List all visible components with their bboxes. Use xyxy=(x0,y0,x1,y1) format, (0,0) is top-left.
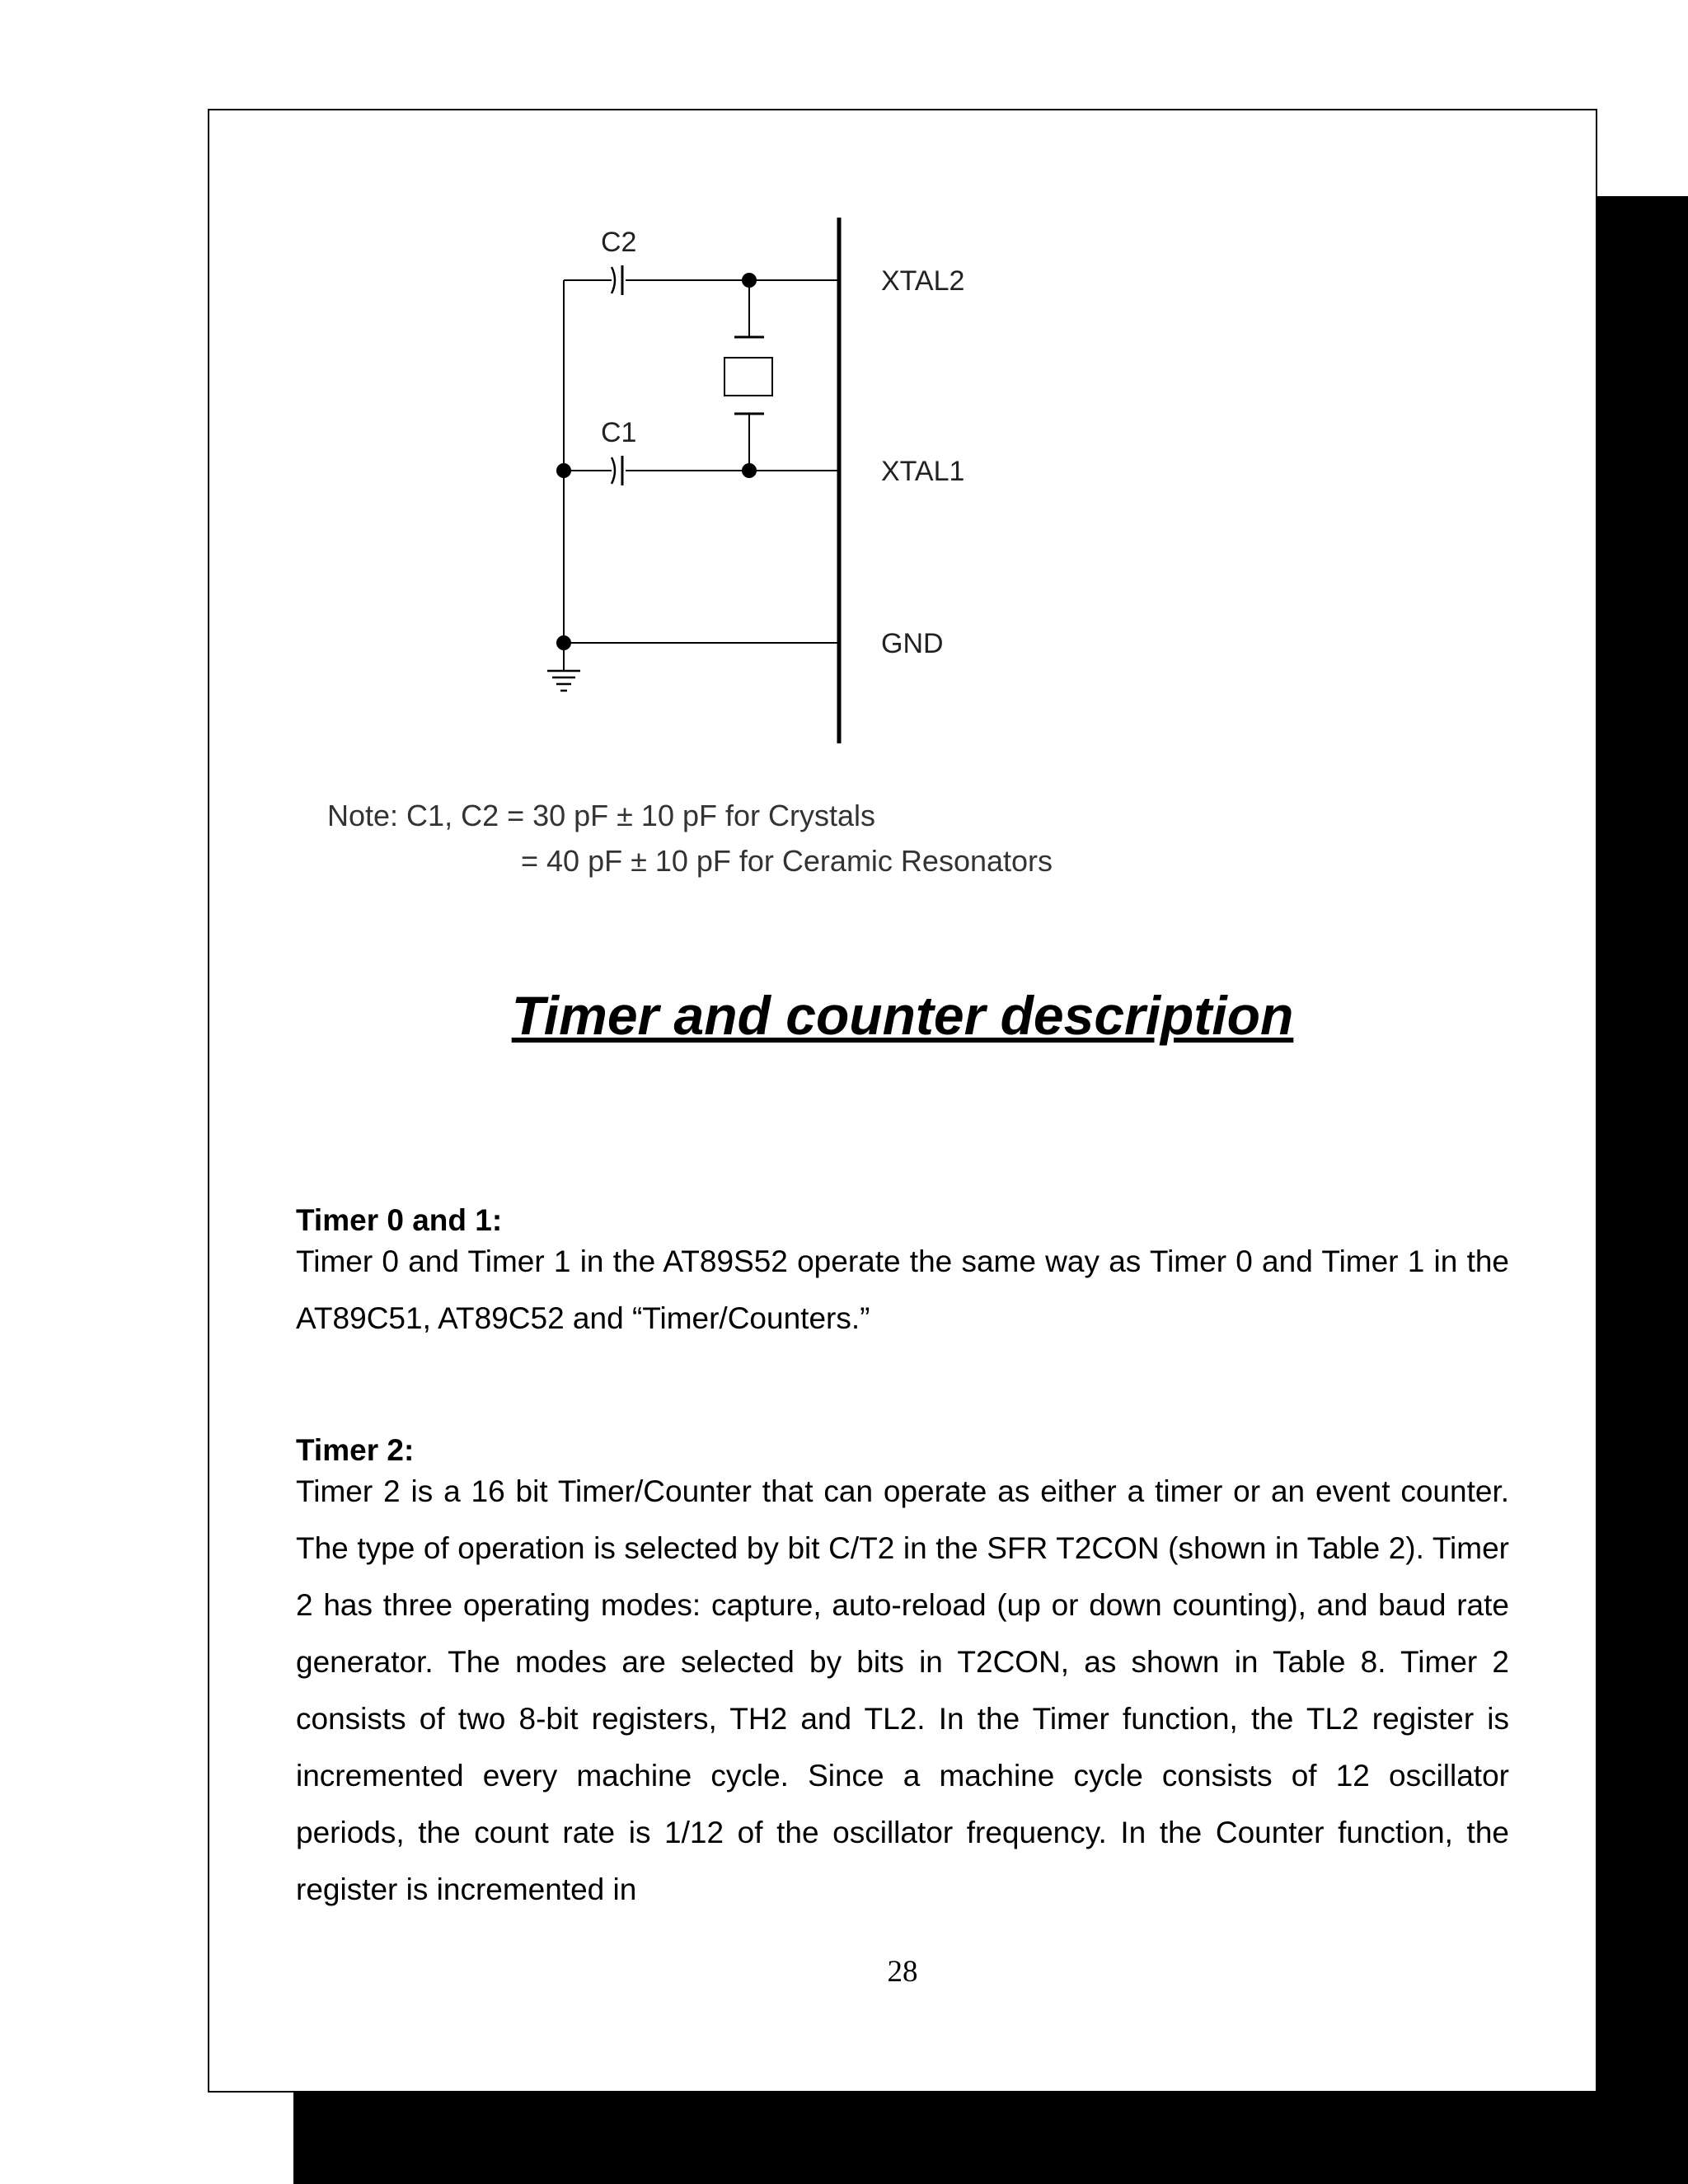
oscillator-circuit-diagram xyxy=(209,110,1596,1017)
junction-dot xyxy=(556,635,571,650)
capacitor-note-line2: = 40 pF ± 10 pF for Ceramic Resonators xyxy=(521,844,1053,878)
gnd-label: GND xyxy=(881,628,944,659)
c2-curved-plate xyxy=(612,267,615,293)
document-page xyxy=(208,109,1597,2093)
c2-label: C2 xyxy=(601,227,637,258)
junction-dot xyxy=(742,463,757,478)
xtal2-label: XTAL2 xyxy=(881,265,965,297)
junction-dot xyxy=(556,463,571,478)
page-number: 28 xyxy=(887,1955,918,1989)
circuit-svg xyxy=(209,110,1596,1017)
capacitor-note-line1: Note: C1, C2 = 30 pF ± 10 pF for Crystals xyxy=(327,799,876,832)
c1-curved-plate xyxy=(612,457,615,484)
section-title: Timer and counter description xyxy=(511,985,1294,1046)
timer2-heading: Timer 2: xyxy=(296,1433,415,1467)
crystal-body xyxy=(724,358,772,396)
timer01-heading: Timer 0 and 1: xyxy=(296,1203,503,1237)
timer2-paragraph: Timer 2 is a 16 bit Timer/Counter that can operate as either a timer or an event counter. The type of operation is selected by bit C/T2 in the SFR T2CON (shown in Table 2). Timer 2 has three operating modes: capture, auto-reload (up or down counting), and baud rate generator. The modes are selected by bits in T2CON, as shown in Table 8. Timer 2 consists of two 8-bit registers, TH2 and TL2. In the Timer function, the TL2 register is incremented every machine cycle. Since a machine cycle consists of 12 oscillator periods, the count rate is 1/12 of the oscillator frequency. In the Counter function, the register is incremented in xyxy=(296,1474,1509,1906)
junction-dot xyxy=(742,273,757,288)
timer01-paragraph: Timer 0 and Timer 1 in the AT89S52 operate the same way as Timer 0 and Timer 1 in the AT89C51, AT89C52 and “Timer/Counters.” xyxy=(296,1244,1509,1335)
xtal1-label: XTAL1 xyxy=(881,456,965,487)
c1-label: C1 xyxy=(601,417,637,448)
